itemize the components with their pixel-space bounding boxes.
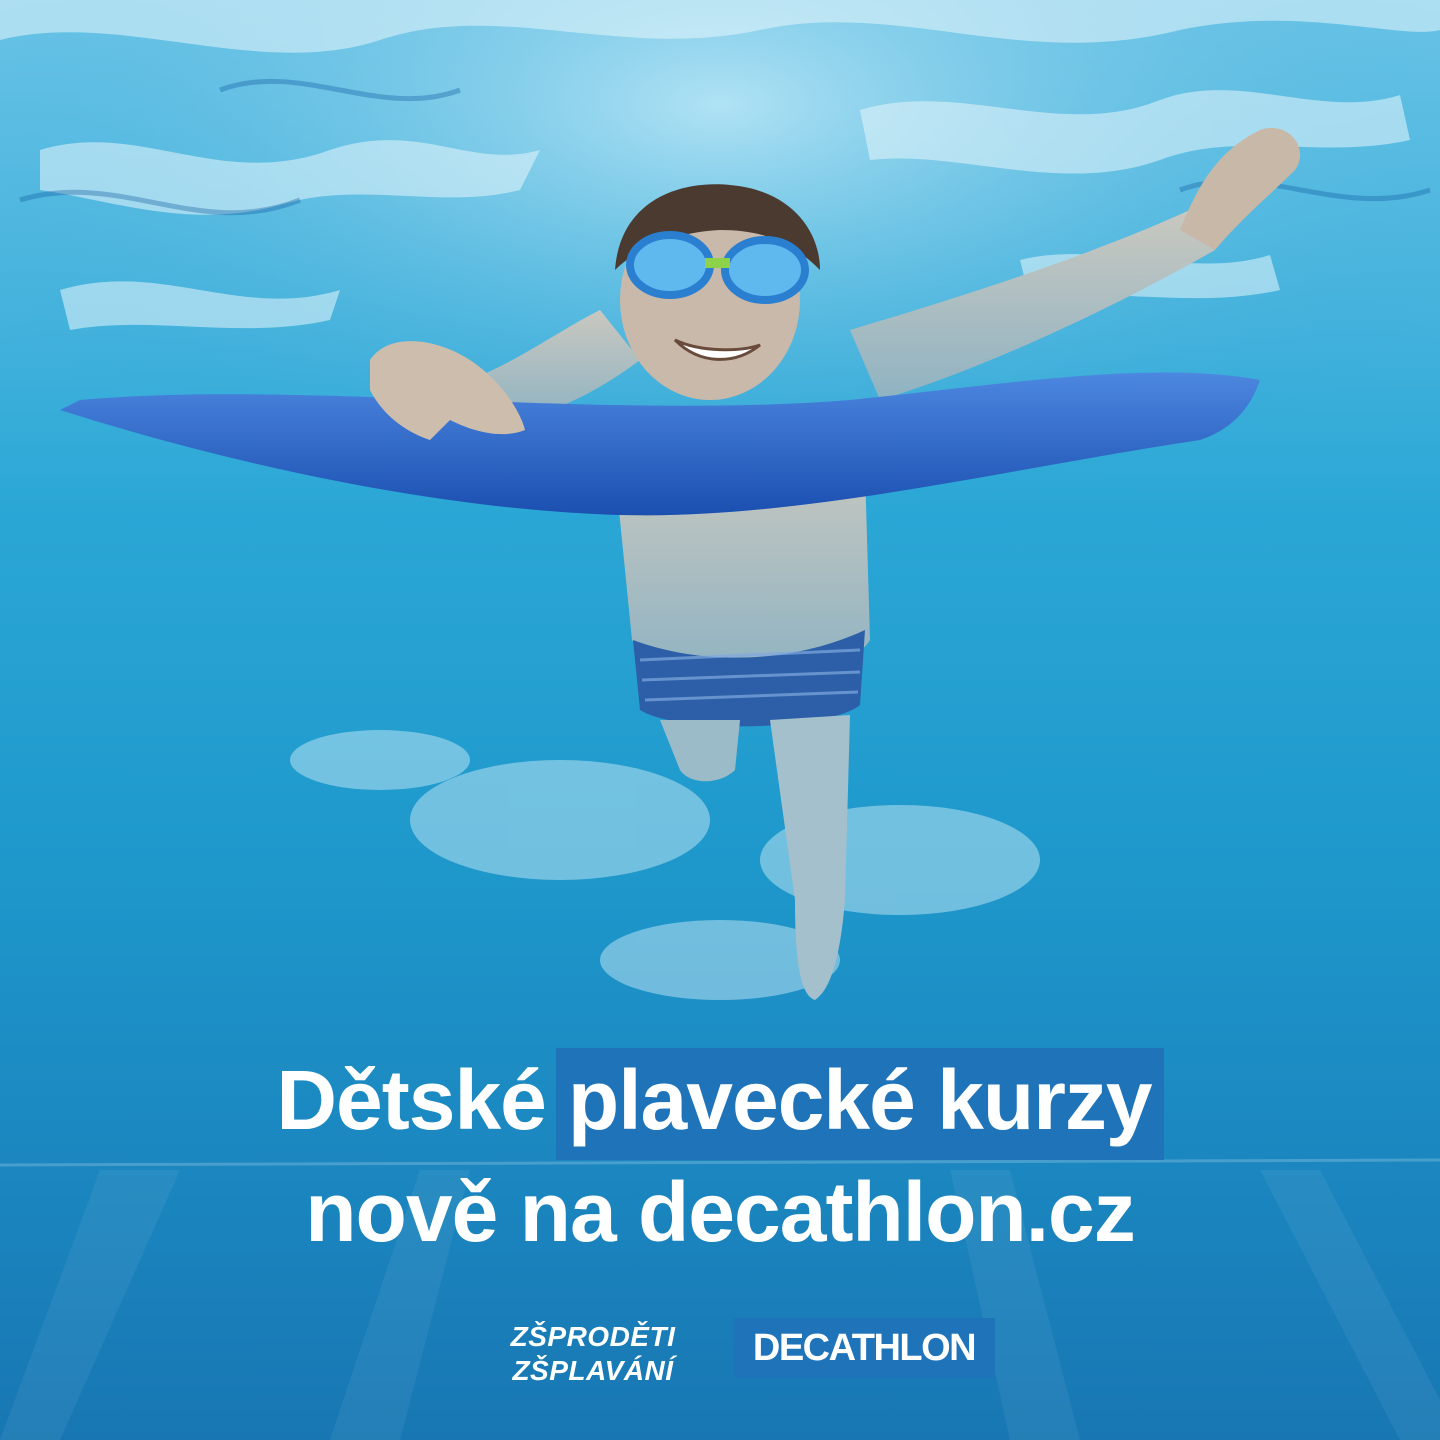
headline-url: nově na decathlon.cz: [305, 1165, 1135, 1259]
decathlon-logo: DECATHLON: [733, 1318, 995, 1378]
headline-line-2: [0, 1160, 1440, 1272]
logo-row: [0, 1312, 1440, 1392]
headline-prefix: Dětské: [276, 1053, 546, 1147]
headline-highlight: plavecké kurzy: [556, 1048, 1164, 1160]
headline: [0, 1048, 1440, 1272]
campaign-logo-line-2: ZŠPLAVÁNÍ: [512, 1355, 674, 1386]
campaign-logo-line-1: ZŠPRODĚTI: [510, 1321, 676, 1352]
campaign-logo: [468, 1320, 718, 1388]
headline-line-1: [0, 1048, 1440, 1160]
